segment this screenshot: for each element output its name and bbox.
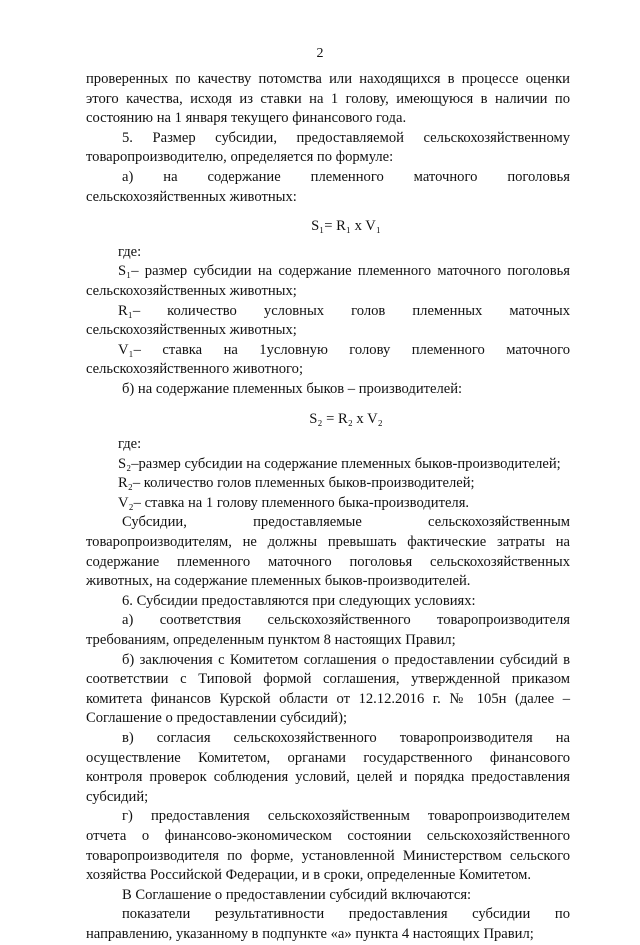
variable-definition: R₁– количество условных голов племенных маточных сельскохозяйственных животных; bbox=[86, 302, 570, 339]
paragraph: В Соглашение о предоставлении субсидий включаются: bbox=[122, 886, 472, 903]
paragraph: б) на содержание племенных быков – производителей: bbox=[122, 380, 463, 397]
page-number: 2 bbox=[316, 46, 324, 61]
formula: S₂ = R₂ x V₂ bbox=[309, 410, 383, 427]
variable-definition: S₁– размер субсидии на содержание племенного маточного поголовья сельскохозяйственных животных; bbox=[86, 263, 570, 299]
formula: S₁= R₁ x V₁ bbox=[311, 218, 381, 235]
variable-definition: V₂– ставка на 1 голову племенного быка-производителя. bbox=[118, 494, 470, 511]
paragraph: 5. Размер субсидии, предоставляемой сельскохозяйственному товаропроизводителю, определяется по формуле: bbox=[86, 129, 570, 166]
where-label: где: bbox=[118, 436, 142, 453]
paragraph: б) заключения с Комитетом соглашения о предоставлении субсидий в соответствии с Типовой формой соглашения, утвержденной приказом комитета финансов Курской области от 12.12.2016 г. № 105н (далее – Соглашение о предоставлении субсидий); bbox=[86, 651, 570, 727]
paragraph: проверенных по качеству потомства или находящихся в процессе оценки этого качества, исходя из ставки на 1 голову, имеющуюся в наличии по состоянию на 1 января текущего финансового года. bbox=[86, 71, 570, 127]
paragraph: Субсидии, предоставляемые сельскохозяйственным товаропроизводителям, не должны превышать фактические затраты на содержание племенного маточного поголовья сельскохозяйственных животных, на содержание племенных быков-производителей. bbox=[86, 514, 570, 590]
variable-definition: R₂– количество голов племенных быков-производителей; bbox=[118, 475, 475, 492]
variable-definition: S₂–размер субсидии на содержание племенных быков-производителей; bbox=[118, 455, 561, 472]
paragraph: г) предоставления сельскохозяйственным товаропроизводителем отчета о финансово-экономическом состоянии сельскохозяйственного товаропроизводителя по форме, установленной Министерством сельского хозяйства Российской Федерации, и в сроки, определенные Комитетом. bbox=[86, 808, 570, 884]
paragraph: показатели результативности предоставления субсидии по направлению, указанному в подпункте «а» пункта 4 настоящих Правил; bbox=[86, 906, 570, 942]
document-body bbox=[86, 70, 570, 945]
paragraph: а) на содержание племенного маточного поголовья сельскохозяйственных животных: bbox=[86, 168, 570, 205]
variable-definition: V₁– ставка на 1условную голову племенного маточного сельскохозяйственного животного; bbox=[86, 341, 570, 378]
paragraph: 6. Субсидии предоставляются при следующих условиях: bbox=[122, 592, 476, 609]
where-label: где: bbox=[118, 243, 142, 260]
paragraph: в) согласия сельскохозяйственного товаропроизводителя на осуществление Комитетом, органами государственного финансового контроля проверок соблюдения условий, целей и порядка предоставления субсидий; bbox=[86, 730, 570, 805]
paragraph: а) соответствия сельскохозяйственного товаропроизводителя требованиям, определенным пунктом 8 настоящих Правил; bbox=[86, 612, 570, 649]
